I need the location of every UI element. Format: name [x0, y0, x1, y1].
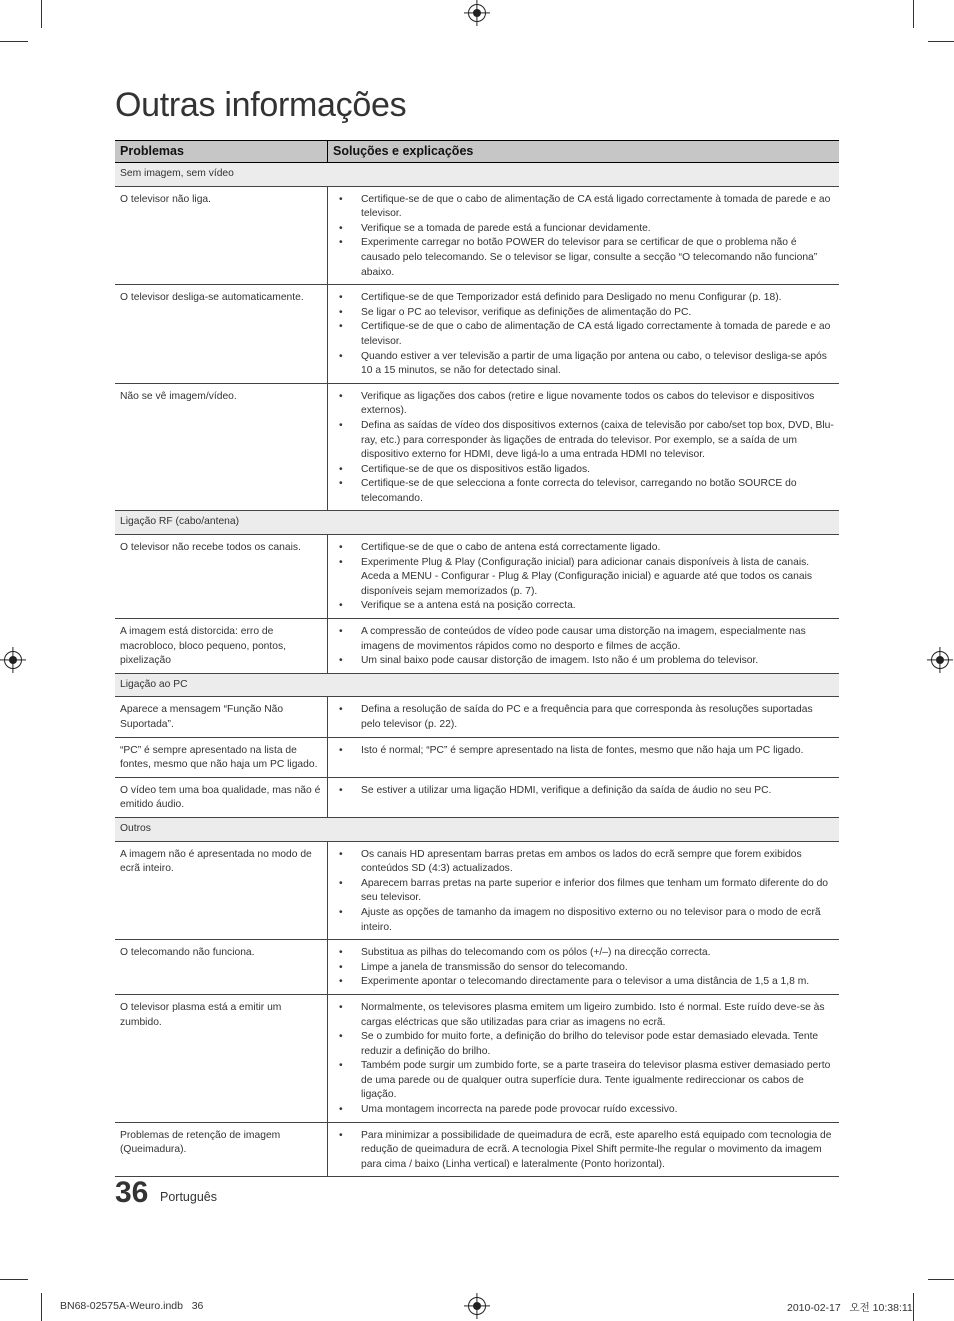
solution-list	[333, 541, 834, 614]
crop-mark	[41, 0, 42, 28]
solution-list	[333, 946, 834, 990]
crop-mark	[928, 41, 954, 42]
solution-item: • Verifique se a antena está na posição correcta.	[357, 599, 834, 614]
problem-cell: O vídeo tem uma boa qualidade, mas não é emitido áudio.	[115, 777, 328, 817]
page-title: Outras informações	[115, 86, 407, 124]
solution-list	[333, 193, 834, 281]
solution-cell	[328, 777, 840, 817]
solution-item: • Os canais HD apresentam barras pretas em ambos os lados do ecrã sempre que forem exibidos conteúdos SD (4:3) actualizados.	[357, 848, 834, 877]
solution-list	[333, 291, 834, 379]
solution-cell	[328, 619, 840, 674]
solution-cell	[328, 1122, 840, 1177]
solution-list	[333, 703, 834, 732]
solution-item: • A compressão de conteúdos de vídeo pode causar uma distorção na imagem, especialmente nas imagens de movimentos rápidos como no desporto e filmes de acção.	[357, 625, 834, 654]
registration-mark-icon	[468, 4, 486, 22]
section-title: Ligação RF (cabo/antena)	[115, 511, 839, 535]
problem-cell: O televisor não liga.	[115, 186, 328, 285]
solution-list	[333, 390, 834, 507]
section-title: Outros	[115, 817, 839, 841]
solution-cell	[328, 841, 840, 940]
page-language: Português	[160, 1190, 217, 1204]
table-row	[115, 841, 839, 940]
solution-item: • Certifique-se de que o cabo de alimentação de CA está ligado correctamente à tomada de parede e ao televisor.	[357, 193, 834, 222]
solution-list	[333, 1129, 834, 1173]
solution-item: • Se estiver a utilizar uma ligação HDMI, verifique a definição da saída de áudio no seu PC.	[357, 784, 834, 799]
solution-item: • Experimente apontar o telecomando directamente para o televisor a uma distância de 1,5 a 1,8 m.	[357, 975, 834, 990]
table-row	[115, 777, 839, 817]
solution-list	[333, 625, 834, 669]
table-row	[115, 994, 839, 1122]
table-row	[115, 186, 839, 285]
problem-cell: O televisor desliga-se automaticamente.	[115, 285, 328, 384]
table-row	[115, 737, 839, 777]
solution-cell	[328, 383, 840, 511]
section-row	[115, 817, 839, 841]
table-body	[115, 163, 839, 1177]
solution-cell	[328, 186, 840, 285]
solution-item: • Ajuste as opções de tamanho da imagem no dispositivo externo ou no televisor para o modo de ecrã inteiro.	[357, 906, 834, 935]
solution-item: • Certifique-se de que os dispositivos estão ligados.	[357, 463, 834, 478]
solution-list	[333, 1001, 834, 1118]
table-row	[115, 383, 839, 511]
page-number: 36	[115, 1176, 149, 1209]
problem-cell: O telecomando não funciona.	[115, 940, 328, 995]
solution-item: • Se o zumbido for muito forte, a definição do brilho do televisor pode estar demasiado elevada. Tente reduzir a definição do brilho.	[357, 1030, 834, 1059]
solution-item: • Defina a resolução de saída do PC e a frequência para que corresponda às resoluções suportadas pelo televisor (p. 22).	[357, 703, 834, 732]
solution-list	[333, 744, 834, 759]
troubleshooting-table	[115, 140, 839, 1177]
crop-mark	[0, 41, 28, 42]
table-row	[115, 619, 839, 674]
table-header-row	[115, 141, 839, 163]
solution-cell	[328, 994, 840, 1122]
problem-cell: A imagem está distorcida: erro de macrobloco, bloco pequeno, pontos, pixelização	[115, 619, 328, 674]
solution-item: • Certifique-se de que o cabo de alimentação de CA está ligado correctamente à tomada de parede e ao televisor.	[357, 320, 834, 349]
problem-cell: Não se vê imagem/vídeo.	[115, 383, 328, 511]
solution-item: • Uma montagem incorrecta na parede pode provocar ruído excessivo.	[357, 1103, 834, 1118]
solution-item: • Defina as saídas de vídeo dos dispositivos externos (caixa de televisão por cabo/set top box, DVD, Blu-ray, etc.) para corresponder às ligações de entrada do televisor. Por exemplo, se a saída de um dispositivo externo for HDMI, deve ligá-lo a uma entrada HDMI no televisor.	[357, 419, 834, 463]
section-title: Sem imagem, sem vídeo	[115, 163, 839, 187]
solution-item: • Experimente Plug & Play (Configuração inicial) para adicionar canais disponíveis à lista de canais. Aceda a MENU - Configurar - Plug & Play (Configuração inicial) e aguarde até que todos os canais disponíveis sejam memorizados (p. 7).	[357, 556, 834, 600]
solution-item: • Para minimizar a possibilidade de queimadura de ecrã, este aparelho está equipado com tecnologia de redução de queimadura de ecrã. A tecnologia Pixel Shift permite-lhe regular o movimento da imagem para cima / baixo (Linha vertical) e lateralmente (Ponto horizontal).	[357, 1129, 834, 1173]
solution-item: • Se ligar o PC ao televisor, verifique as definições de alimentação do PC.	[357, 306, 834, 321]
solution-cell	[328, 737, 840, 777]
problem-cell: Problemas de retenção de imagem (Queimadura).	[115, 1122, 328, 1177]
registration-mark-icon	[931, 651, 949, 669]
problem-cell: Aparece a mensagem “Função Não Suportada”.	[115, 697, 328, 737]
table-row	[115, 697, 839, 737]
solution-item: • Certifique-se de que o cabo de antena está correctamente ligado.	[357, 541, 834, 556]
solution-item: • Um sinal baixo pode causar distorção de imagem. Isto não é um problema do televisor.	[357, 654, 834, 669]
problem-cell: O televisor não recebe todos os canais.	[115, 535, 328, 619]
section-row	[115, 673, 839, 697]
crop-mark	[41, 1293, 42, 1321]
problem-cell: “PC” é sempre apresentado na lista de fontes, mesmo que não haja um PC ligado.	[115, 737, 328, 777]
registration-mark-icon	[468, 1297, 486, 1315]
table-row	[115, 535, 839, 619]
solution-cell	[328, 285, 840, 384]
table-row	[115, 285, 839, 384]
solution-item: • Substitua as pilhas do telecomando com os pólos (+/–) na direcção correcta.	[357, 946, 834, 961]
registration-mark-icon	[4, 651, 22, 669]
solution-item: • Limpe a janela de transmissão do sensor do telecomando.	[357, 961, 834, 976]
print-slug-date: 2010-02-17 오전 10:38:11	[787, 1302, 913, 1314]
solution-item: • Normalmente, os televisores plasma emitem um ligeiro zumbido. Isto é normal. Este ruído deve-se às cargas eléctricas que são utilizadas para criar as imagens no ecrã.	[357, 1001, 834, 1030]
crop-mark	[928, 1279, 954, 1280]
section-row	[115, 163, 839, 187]
column-header-problems: Problemas	[115, 141, 328, 163]
solution-cell	[328, 940, 840, 995]
crop-mark	[0, 1279, 28, 1280]
problem-cell: O televisor plasma está a emitir um zumbido.	[115, 994, 328, 1122]
print-slug-file: BN68-02575A-Weuro.indb 36	[60, 1300, 204, 1312]
section-title: Ligação ao PC	[115, 673, 839, 697]
section-row	[115, 511, 839, 535]
solution-item: • Aparecem barras pretas na parte superior e inferior dos filmes que tenham um formato diferente do do seu televisor.	[357, 877, 834, 906]
solution-item: • Certifique-se de que selecciona a fonte correcta do televisor, carregando no botão SOURCE do telecomando.	[357, 477, 834, 506]
solution-cell	[328, 535, 840, 619]
solution-item: • Certifique-se de que Temporizador está definido para Desligado no menu Configurar (p. 18).	[357, 291, 834, 306]
solution-item: • Experimente carregar no botão POWER do televisor para se certificar de que o problema não é causado pelo telecomando. Se o televisor se ligar, consulte a secção “O telecomando não funciona” abaixo.	[357, 236, 834, 280]
solution-list	[333, 784, 834, 799]
solution-item: • Verifique as ligações dos cabos (retire e ligue novamente todos os cabos do televisor e dispositivos externos).	[357, 390, 834, 419]
crop-mark	[913, 0, 914, 28]
solution-list	[333, 848, 834, 936]
solution-item: • Verifique se a tomada de parede está a funcionar devidamente.	[357, 222, 834, 237]
solution-cell	[328, 697, 840, 737]
solution-item: • Quando estiver a ver televisão a partir de uma ligação por antena ou cabo, o televisor desliga-se após 10 a 15 minutos, se não for detectado sinal.	[357, 350, 834, 379]
table-row	[115, 1122, 839, 1177]
problem-cell: A imagem não é apresentada no modo de ecrã inteiro.	[115, 841, 328, 940]
crop-mark	[913, 1293, 914, 1321]
table-row	[115, 940, 839, 995]
solution-item: • Isto é normal; “PC” é sempre apresentado na lista de fontes, mesmo que não haja um PC ligado.	[357, 744, 834, 759]
solution-item: • Também pode surgir um zumbido forte, se a parte traseira do televisor plasma estiver demasiado perto de uma parede ou de qualquer outra superfície dura. Tente igualmente redireccionar os cabos de ligação.	[357, 1059, 834, 1103]
column-header-solutions: Soluções e explicações	[328, 141, 840, 163]
